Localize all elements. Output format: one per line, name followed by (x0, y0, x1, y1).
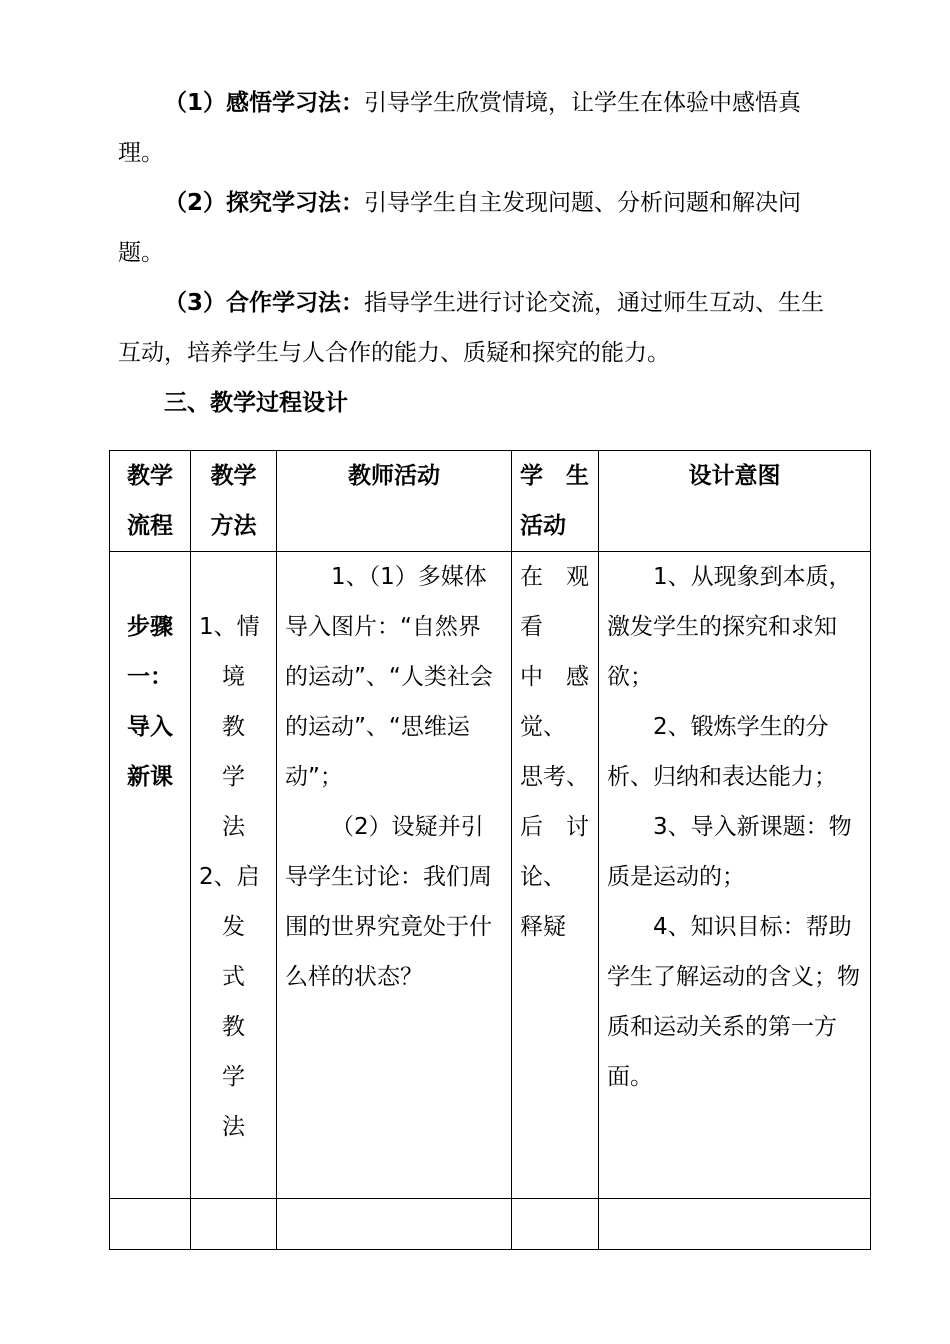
cell-student-activity: 在 观 看 中 感 觉、 思考、 后 讨 论、 释疑 (512, 552, 599, 1199)
cell-teacher-activity: 1、（1）多媒体导入图片：“自然界的运动”、“人类社会的运动”、“思维运动”； （2）设疑并引导学生讨论：我们周围的世界究竟处于什么样的状态？ (277, 552, 512, 1199)
empty-cell (191, 1199, 277, 1250)
empty-cell (110, 1199, 191, 1250)
header-teacher-activity: 教师活动 (277, 451, 512, 552)
method-2-label: （2）探究学习法： (164, 190, 365, 216)
method-2-text: 引导学生自主发现问题、分析问题和解决问题。 (118, 190, 802, 266)
header-design-intent: 设计意图 (599, 451, 871, 552)
empty-cell (277, 1199, 512, 1250)
method-1-label: （1）感悟学习法： (164, 90, 365, 116)
section-heading: 三、教学过程设计 (164, 390, 348, 416)
cell-method: 1、情 境 教 学 法 2、启 发 式 教 学 法 (191, 552, 277, 1199)
table-header-row (110, 451, 871, 552)
header-student-activity: 学 生 活动 (512, 451, 599, 552)
cell-design-intent: 1、从现象到本质，激发学生的探究和求知欲； 2、锻炼学生的分析、归纳和表达能力； 3、导入新课题：物质是运动的； 4、知识目标：帮助学生了解运动的含义；物质和运动关系的第一方面。 (599, 552, 871, 1199)
table-row-empty (110, 1199, 871, 1250)
teaching-process-table (109, 450, 871, 1250)
empty-cell (599, 1199, 871, 1250)
method-1-text: 引导学生欣赏情境，让学生在体验中感悟真理。 (118, 90, 802, 166)
method-3-text: 指导学生进行讨论交流，通过师生互动、生生互动，培养学生与人合作的能力、质疑和探究的能力。 (118, 290, 825, 366)
method-3-label: （3）合作学习法： (164, 290, 365, 316)
paragraph-method-3 (118, 278, 838, 378)
table-row (110, 552, 871, 1199)
paragraph-method-2 (118, 178, 838, 278)
cell-flow: 步骤 一： 导入 新课 (110, 552, 191, 1199)
empty-cell (512, 1199, 599, 1250)
paragraph-method-1 (118, 78, 838, 178)
header-method: 教学 方法 (191, 451, 277, 552)
header-flow: 教学 流程 (110, 451, 191, 552)
